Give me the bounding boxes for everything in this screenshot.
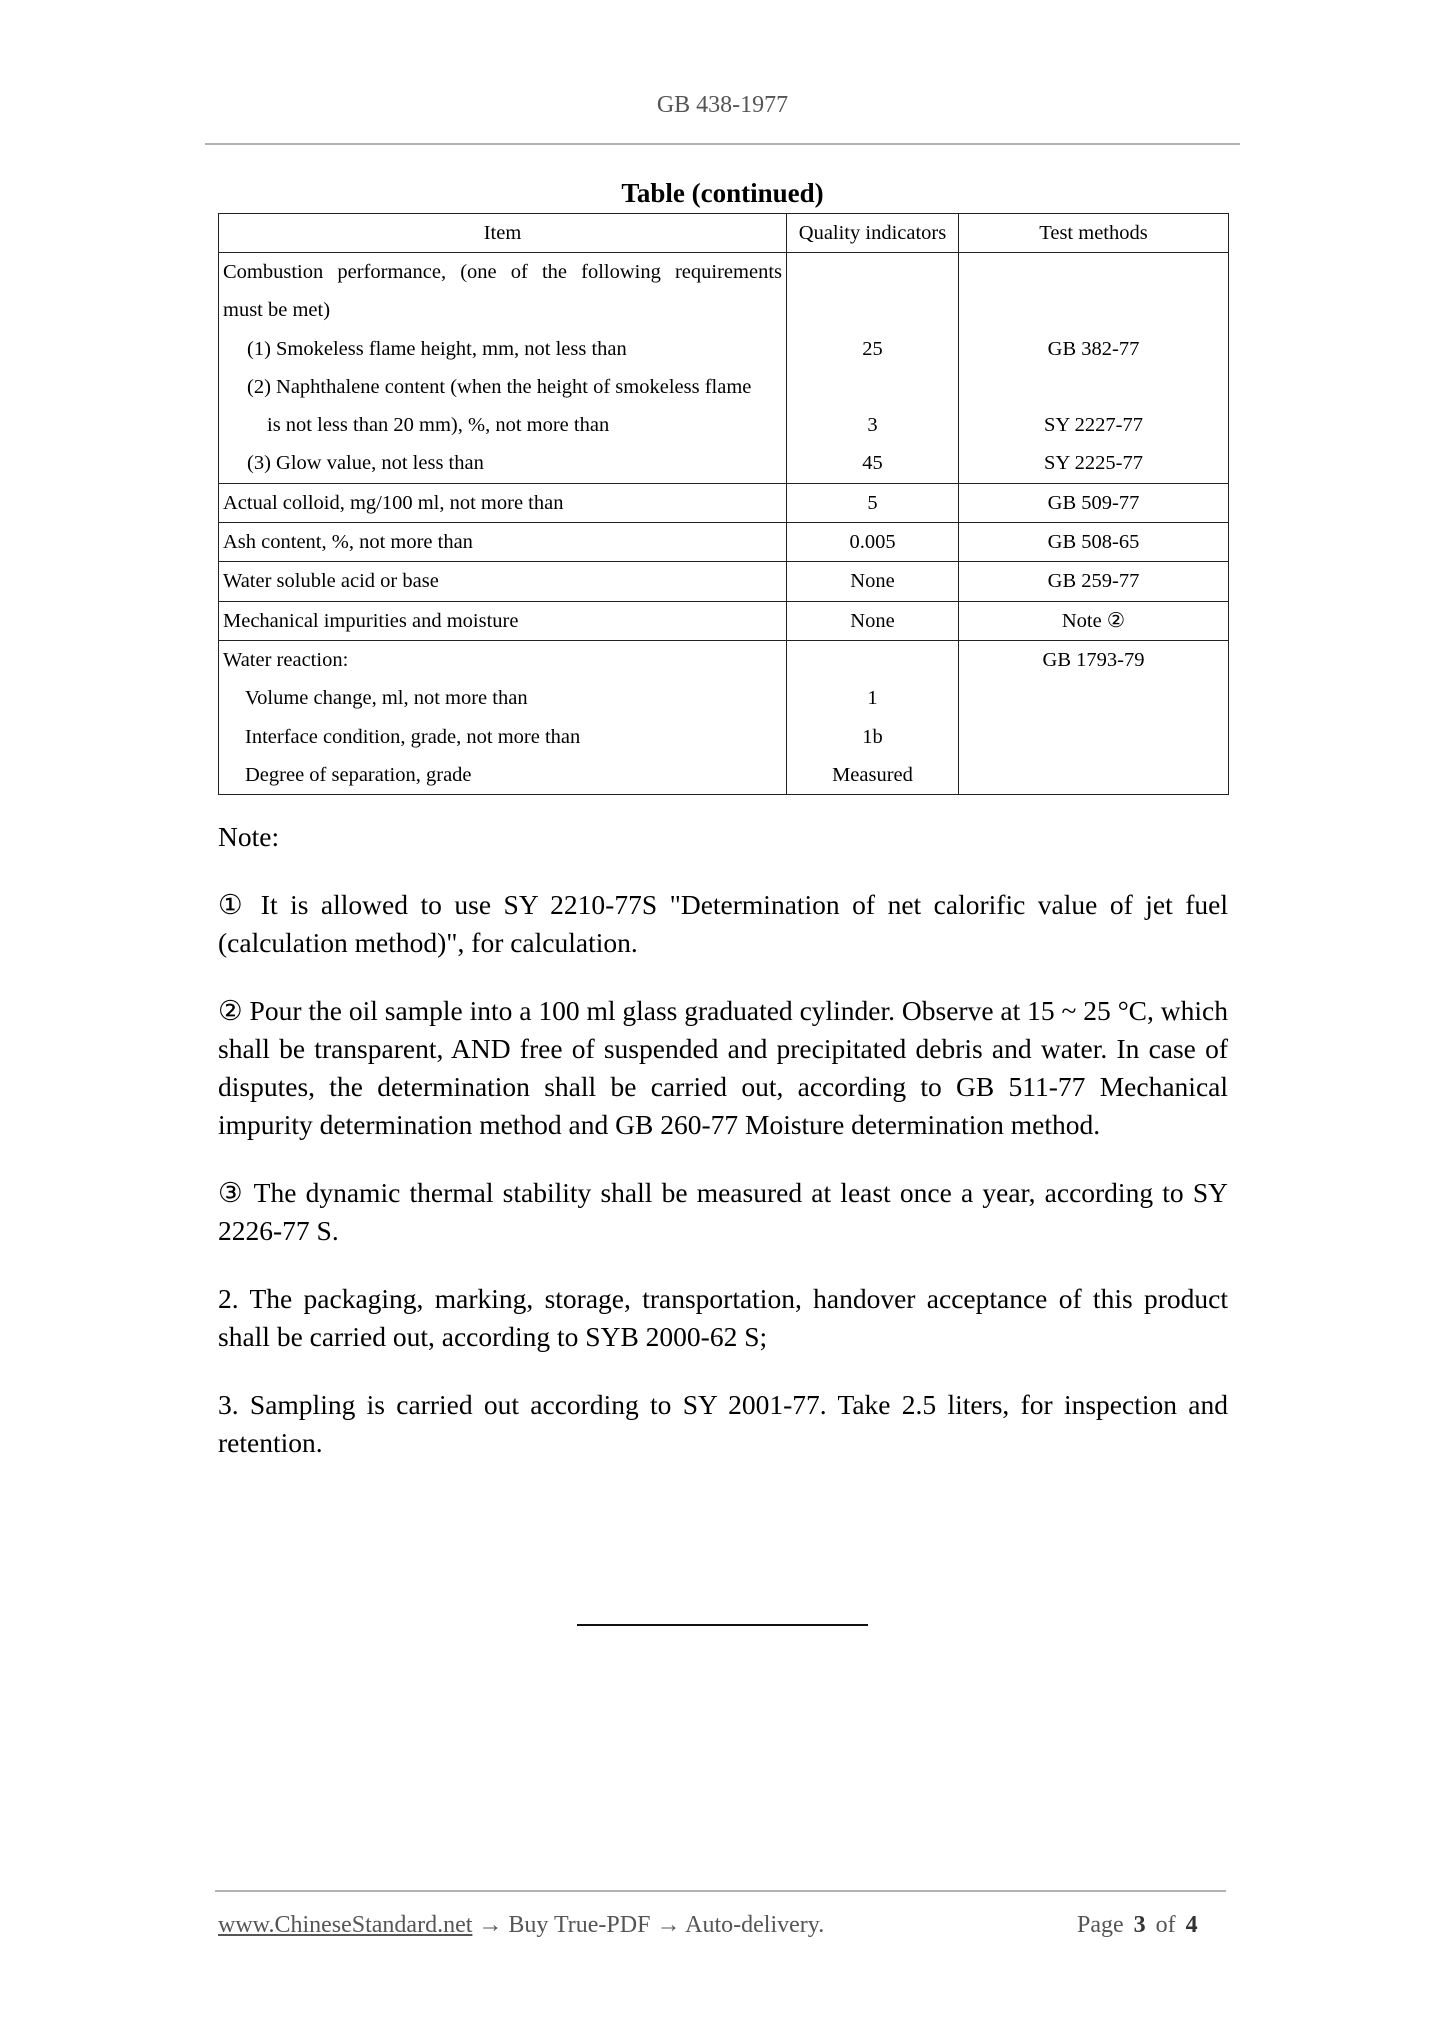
table-row	[219, 601, 1229, 640]
item-line: Actual colloid, mg/100 ml, not more than	[223, 491, 564, 514]
test-method-value: GB 1793-79	[1042, 648, 1145, 671]
page-current: 3	[1133, 1912, 1146, 1938]
indicator-value: Measured	[832, 763, 913, 786]
item-line: Degree of separation, grade	[245, 763, 472, 786]
chinesestandard-link[interactable]: www.ChineseStandard.net	[218, 1912, 473, 1938]
item-line: Mechanical impurities and moisture	[223, 609, 519, 632]
indicator-value: 5	[867, 491, 878, 514]
item-cell	[219, 640, 787, 794]
test-method-value: Note ②	[1061, 609, 1126, 632]
test-method-value: GB 509-77	[1047, 491, 1140, 514]
test-method-value	[963, 756, 1224, 794]
test-method-cell	[959, 253, 1229, 484]
indicator-value: None	[850, 570, 895, 593]
test-method-value: SY 2225-77	[1044, 452, 1143, 475]
indicator-value: 45	[862, 452, 883, 475]
test-method-value	[963, 368, 1224, 406]
column-header-item: Item	[219, 214, 787, 253]
test-method-value	[963, 718, 1224, 756]
column-header-quality-indicators: Quality indicators	[787, 214, 959, 253]
test-method-value	[963, 253, 1224, 291]
item-line: (2) Naphthalene content (when the height of smokeless flame	[247, 375, 752, 398]
indicator-value: None	[850, 609, 895, 632]
auto-delivery-text: Auto-delivery.	[685, 1912, 825, 1938]
column-header-test-methods: Test methods	[959, 214, 1229, 253]
item-cell	[219, 523, 787, 562]
quality-indicator-cell	[787, 562, 959, 601]
indicator-value	[791, 641, 954, 679]
footer-divider	[215, 1890, 1226, 1892]
table-title: Table (continued)	[621, 178, 824, 208]
test-method-value	[963, 291, 1224, 329]
test-method-value: GB 382-77	[1047, 337, 1140, 360]
item-cell	[219, 601, 787, 640]
quality-indicator-cell	[787, 253, 959, 484]
footer-promo	[218, 1912, 824, 1939]
quality-indicator-cell	[787, 523, 959, 562]
item-line: Water soluble acid or base	[223, 570, 439, 593]
item-line: (1) Smokeless flame height, mm, not less than	[247, 337, 627, 360]
test-method-value: GB 508-65	[1047, 531, 1140, 554]
table-row	[219, 562, 1229, 601]
test-method-cell	[959, 601, 1229, 640]
clause-2-packaging: 2. The packaging, marking, storage, transportation, handover acceptance of this product shall be carried out, according to SYB 2000-62 S;	[218, 1283, 1228, 1352]
item-line: is not less than 20 mm), %, not more than	[267, 414, 610, 437]
indicator-value: 3	[867, 414, 878, 437]
notes-section	[218, 818, 1228, 1492]
document-code-header: GB 438-1977	[656, 92, 789, 118]
item-line: Interface condition, grade, not more than	[245, 725, 581, 748]
table-row	[219, 523, 1229, 562]
item-cell	[219, 562, 787, 601]
indicator-value	[791, 368, 954, 406]
quality-indicator-cell	[787, 601, 959, 640]
notes-label: Note:	[218, 821, 280, 852]
item-line: Volume change, ml, not more than	[245, 687, 528, 710]
quality-indicator-cell	[787, 640, 959, 794]
item-line: Combustion performance, (one of the following requirements	[223, 261, 782, 283]
note-2: ② Pour the oil sample into a 100 ml glass graduated cylinder. Observe at 15 ~ 25 °C, which shall be transparent, AND free of suspended and precipitated debris and water. In case of disputes, the determination shall be carried out, according to GB 511-77 Mechanical impurity determination method and GB 260-77 Moisture determination method.	[218, 995, 1228, 1140]
test-method-cell	[959, 483, 1229, 522]
indicator-value: 0.005	[849, 531, 896, 554]
table-row	[219, 483, 1229, 522]
item-cell	[219, 253, 787, 484]
note-3: ③ The dynamic thermal stability shall be measured at least once a year, according to SY 2226-77 S.	[218, 1177, 1228, 1246]
arrow-right-icon: →	[472, 1912, 509, 1938]
test-method-cell	[959, 562, 1229, 601]
page-indicator	[1077, 1912, 1198, 1939]
item-line: Water reaction:	[223, 648, 349, 671]
indicator-value	[791, 291, 954, 329]
item-cell	[219, 483, 787, 522]
item-line: (3) Glow value, not less than	[247, 452, 484, 475]
test-method-value: SY 2227-77	[1044, 414, 1143, 437]
page-of: of	[1155, 1912, 1176, 1938]
page-total: 4	[1185, 1912, 1198, 1938]
table-header-row	[219, 214, 1229, 253]
arrow-right-icon: →	[650, 1912, 686, 1938]
test-method-cell	[959, 523, 1229, 562]
page-label: Page	[1077, 1912, 1124, 1938]
quality-indicator-cell	[787, 483, 959, 522]
quality-spec-table	[218, 213, 1229, 795]
table-row	[219, 640, 1229, 794]
clause-3-sampling: 3. Sampling is carried out according to SY 2001-77. Take 2.5 liters, for inspection and retention.	[218, 1389, 1228, 1458]
item-line: must be met)	[223, 299, 331, 322]
end-of-document-rule	[577, 1624, 868, 1626]
indicator-value	[791, 253, 954, 291]
test-method-cell	[959, 640, 1229, 794]
test-method-value	[963, 679, 1224, 717]
note-1: ① It is allowed to use SY 2210-77S "Determination of net calorific value of jet fuel (calculation method)", for calculation.	[218, 889, 1228, 958]
indicator-value: 25	[862, 337, 883, 360]
indicator-value: 1b	[862, 725, 883, 748]
item-line: Ash content, %, not more than	[223, 531, 473, 554]
indicator-value: 1	[867, 687, 878, 710]
test-method-value: GB 259-77	[1047, 570, 1140, 593]
table-row	[219, 253, 1229, 484]
header-divider	[205, 143, 1240, 145]
buy-true-pdf-text: Buy True-PDF	[508, 1912, 651, 1938]
